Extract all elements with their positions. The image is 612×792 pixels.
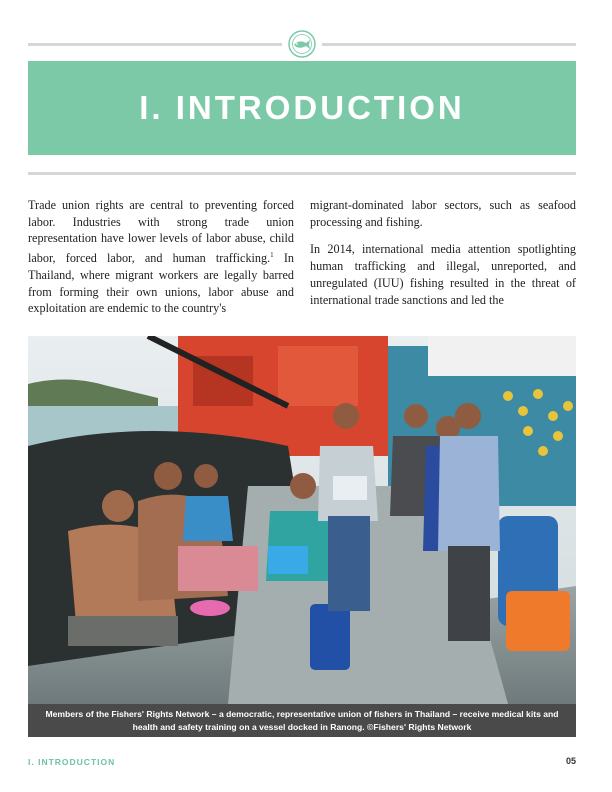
text-column-left (28, 197, 294, 328)
banner-rule (28, 172, 576, 175)
footnote-ref: 1 (270, 251, 274, 260)
paragraph-text: In Thailand, where migrant workers are legally barred from forming their own unions, labor abuse and exploitation are endemic to the country's (28, 251, 294, 316)
photo-caption: Members of the Fishers' Rights Network – a democratic, representative union of fishers in Thailand – receive medical kits and health and safety training on a vessel docked in Ranong. ©Fishers' Rights Network (28, 704, 576, 737)
page-title: I. INTRODUCTION (139, 89, 465, 126)
footer-section-label: I. INTRODUCTION (28, 757, 116, 767)
fishers-on-vessel-photo (28, 336, 576, 704)
text-column-right (310, 197, 576, 319)
paragraph: migrant-dominated labor sectors, such as seafood processing and fishing. (310, 198, 576, 229)
paragraph: In 2014, international media attention spotlighting human trafficking and illegal, unreported, and unregulated (IUU) fishing resulted in the threat of international trade sanctions and led the (310, 242, 576, 307)
paragraph (28, 197, 294, 317)
paragraph-text: Trade union rights are central to preventing forced labor. Industries with strong trade union representation have lower levels of labor abuse, child labor, forced labor, and human trafficking. (28, 198, 294, 266)
header-rule-left (28, 43, 282, 46)
fishers-rights-network-logo (287, 29, 317, 59)
section-banner (28, 61, 576, 155)
page-number: 05 (565, 756, 576, 766)
header-rule-right (322, 43, 576, 46)
